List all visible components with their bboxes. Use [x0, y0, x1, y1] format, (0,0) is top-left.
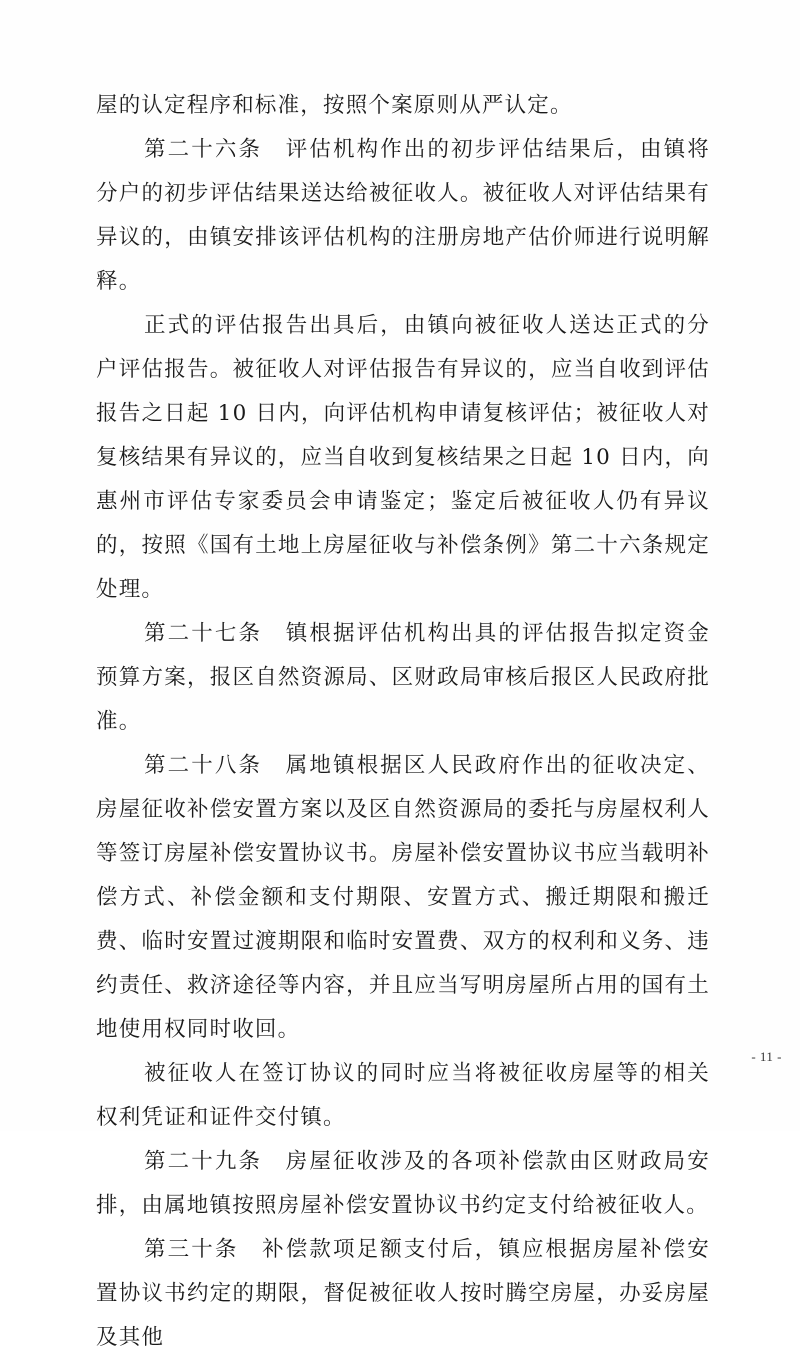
paragraph-article-26-second: 正式的评估报告出具后，由镇向被征收人送达正式的分户评估报告。被征收人对评估报告有异议的，应当自收到评估报告之日起 10 日内，向评估机构申请复核评估；被征收人对复核结果有异议的，应当自收到复核结果之日起 10 日内，向惠州市评估专家委员会申请鉴定；鉴定后被征收人仍有异议的，按照《国有土地上房屋征收与补偿条例》第二十六条规定处理。: [96, 313, 710, 602]
paragraph-article-28: 第二十八条 属地镇根据区人民政府作出的征收决定、房屋征收补偿安置方案以及区自然资源局的委托与房屋权利人等签订房屋补偿安置协议书。房屋补偿安置协议书应当载明补偿方式、补偿金额和支付期限、安置方式、搬迁期限和搬迁费、临时安置过渡期限和临时安置费、双方的权利和义务、违约责任、救济途径等内容，并且应当写明房屋所占用的国有土地使用权同时收回。: [96, 753, 710, 1042]
paragraph-continuation: 屋的认定程序和标准，按照个案原则从严认定。: [96, 93, 573, 118]
paragraph-article-29: 第二十九条 房屋征收涉及的各项补偿款由区财政局安排，由属地镇按照房屋补偿安置协议书约定支付给被征收人。: [96, 1149, 710, 1218]
page-number: - 11 -: [751, 1049, 782, 1064]
paragraph-article-26: 第二十六条 评估机构作出的初步评估结果后，由镇将分户的初步评估结果送达给被征收人。被征收人对评估结果有异议的，由镇安排该评估机构的注册房地产估价师进行说明解释。: [96, 137, 710, 294]
paragraph-article-27: 第二十七条 镇根据评估机构出具的评估报告拟定资金预算方案，报区自然资源局、区财政局审核后报区人民政府批准。: [96, 621, 710, 734]
document-body: [96, 84, 710, 1360]
paragraph-article-30: 第三十条 补偿款项足额支付后，镇应根据房屋补偿安置协议书约定的期限，督促被征收人按时腾空房屋，办妥房屋及其他: [96, 1237, 710, 1350]
paragraph-article-28-second: 被征收人在签订协议的同时应当将被征收房屋等的相关权利凭证和证件交付镇。: [96, 1061, 710, 1130]
